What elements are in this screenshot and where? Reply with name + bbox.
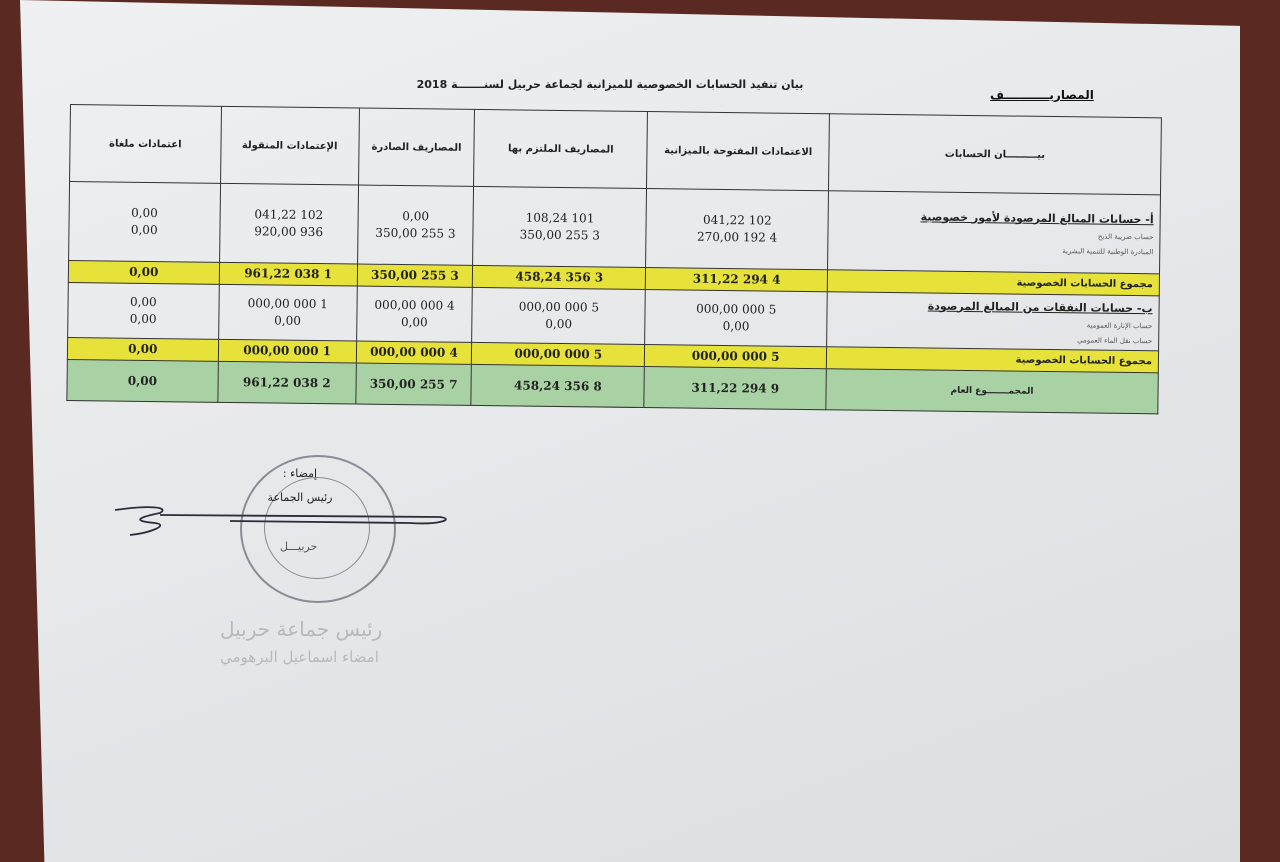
grand-total-issued: 7 255 350,00 bbox=[356, 363, 472, 405]
faded-stamp-text bbox=[220, 615, 460, 671]
subtotal-a-cancelled: 0,00 bbox=[68, 260, 219, 284]
group-a-item-1: حساب ضريبة الذبح bbox=[1097, 232, 1154, 241]
signature-label: إمضاء : bbox=[282, 467, 318, 480]
grand-total-label: المجمـــــــوع العام bbox=[826, 369, 1159, 414]
subtotal-b-committed: 5 000 000,00 bbox=[472, 342, 645, 366]
grand-total-carried: 2 038 961,22 bbox=[217, 361, 356, 404]
subtotal-b-open-credits: 5 000 000,00 bbox=[645, 345, 827, 369]
cell-value: 4 192 270,00 bbox=[696, 229, 778, 245]
group-b-committed bbox=[472, 287, 646, 344]
cell-value: 0,00 bbox=[129, 294, 157, 310]
subtotal-b-label: مجموع الحسابات الخصوصية bbox=[826, 347, 1158, 373]
group-b-item-1: حساب الإنارة العمومية bbox=[1086, 320, 1153, 330]
group-a-cancelled bbox=[69, 182, 221, 263]
cell-value: 0,00 bbox=[130, 222, 158, 238]
cell-value: 0,00 bbox=[545, 316, 573, 332]
handwritten-signature bbox=[110, 495, 460, 545]
cell-value: 4 000 000,00 bbox=[374, 297, 455, 313]
header-open-credits: الاعتمادات المفتوحة بالميزانية bbox=[647, 112, 829, 191]
cell-value: 0,00 bbox=[402, 209, 430, 224]
cell-value: 0,00 bbox=[274, 313, 301, 328]
cell-value: 0,00 bbox=[129, 311, 157, 327]
group-b-issued bbox=[356, 286, 472, 342]
cell-value: 101 108,24 bbox=[525, 210, 595, 226]
header-committed: المصاريف الملتزم بها bbox=[474, 109, 648, 188]
subtotal-b-cancelled: 0,00 bbox=[67, 337, 218, 361]
group-a-item-2: المبادرة الوطنية للتنمية البشرية bbox=[1062, 246, 1154, 256]
cell-value: 1 000 000,00 bbox=[247, 296, 328, 312]
cell-value: 3 255 350,00 bbox=[519, 227, 600, 243]
faded-title: رئيس جماعة حربيل bbox=[220, 617, 383, 641]
budget-table-wrapper bbox=[66, 104, 1162, 414]
table-header-row bbox=[70, 105, 1162, 195]
group-a-open-credits bbox=[646, 189, 828, 270]
grand-total-cancelled: 0,00 bbox=[67, 359, 218, 402]
cell-value: 936 920,00 bbox=[254, 224, 324, 240]
faded-name: امضاء اسماعيل البرهومي bbox=[220, 648, 379, 666]
header-issued: المصاريف الصادرة bbox=[358, 108, 474, 186]
subtotal-b-issued: 4 000 000,00 bbox=[356, 341, 472, 364]
section-title: المصاريـــــــــــف bbox=[990, 88, 1094, 102]
signature-role: رئيس الجماعة bbox=[267, 491, 333, 504]
cell-value: 5 000 000,00 bbox=[518, 299, 600, 315]
cell-value: 0,00 bbox=[722, 318, 750, 334]
grand-total-committed: 8 356 458,24 bbox=[471, 364, 645, 407]
subtotal-b-carried: 1 000 000,00 bbox=[218, 339, 356, 363]
subtotal-a-open-credits: 4 294 311,22 bbox=[646, 268, 828, 292]
header-accounts: بيـــــــــان الحسابات bbox=[828, 114, 1161, 195]
subtotal-a-issued: 3 255 350,00 bbox=[357, 264, 473, 287]
table-row-group-a bbox=[69, 182, 1161, 274]
group-b-label-cell bbox=[827, 292, 1160, 351]
group-b-open-credits bbox=[645, 290, 827, 347]
cell-value: 5 000 000,00 bbox=[696, 301, 777, 317]
group-b-item-2: حساب نقل الماء العمومي bbox=[1077, 335, 1153, 345]
subtotal-a-carried: 1 038 961,22 bbox=[219, 262, 357, 286]
header-carried: الإعتمادات المنقولة bbox=[220, 106, 359, 185]
cell-value: 102 041,22 bbox=[254, 207, 324, 223]
subtotal-a-committed: 3 356 458,24 bbox=[473, 265, 646, 289]
group-a-issued bbox=[357, 185, 473, 265]
header-cancelled: اعتمادات ملغاة bbox=[70, 105, 222, 184]
grand-total-open-credits: 9 294 311,22 bbox=[644, 367, 826, 410]
cell-value: 0,00 bbox=[131, 205, 158, 221]
group-b-carried bbox=[218, 284, 357, 341]
group-b-title: ب- حسابات النفقات من المبالغ المرصودة bbox=[927, 298, 1153, 315]
group-a-title: أ- حسابات المبالغ المرصودة لأمور خصوصية bbox=[920, 209, 1154, 226]
cell-value: 102 041,22 bbox=[702, 212, 772, 228]
cell-value: 0,00 bbox=[400, 315, 428, 330]
group-b-cancelled bbox=[68, 282, 219, 339]
group-a-committed bbox=[473, 186, 647, 267]
document-heading: بيان تنفيد الحسابات الخصوصية للميزانية لجماعة حربيل لسنـــــــة 2018 bbox=[416, 78, 804, 91]
subtotal-a-label: مجموع الحسابات الخصوصية bbox=[827, 270, 1159, 296]
group-a-carried bbox=[219, 183, 358, 264]
cell-value: 3 255 350,00 bbox=[375, 225, 456, 241]
stamp-center-text: حربيـــل bbox=[280, 540, 318, 553]
group-a-label-cell bbox=[828, 191, 1161, 274]
budget-table bbox=[66, 104, 1162, 414]
